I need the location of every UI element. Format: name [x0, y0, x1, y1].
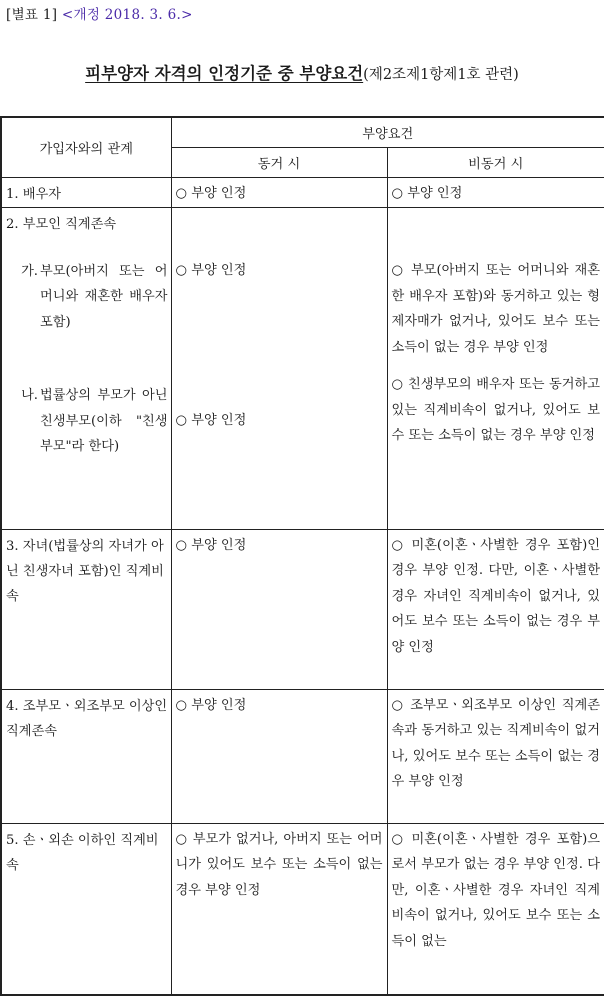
row1-noncohabit: ○ 부양 인정	[387, 177, 604, 207]
row3-relation: 3. 자녀(법률상의 자녀가 아닌 친생자녀 포함)인 직계비속	[1, 529, 171, 689]
row1-relation: 1. 배우자	[1, 177, 171, 207]
title-main: 피부양자 자격의 인정기준 중 부양요건	[85, 64, 364, 83]
row3-noncohabit: ○ 미혼(이혼ㆍ사별한 경우 포함)인 경우 부양 인정. 다만, 이혼ㆍ사별한 경우 자녀인 직계비속이 없거나, 있어도 보수 또는 소득이 없는 경우 부양 인정	[387, 529, 604, 689]
table-row	[1, 177, 604, 207]
table-row	[1, 207, 604, 529]
header-relation: 가입자와의 관계	[1, 117, 171, 177]
header-noncohabit: 비동거 시	[387, 147, 604, 177]
row2-noncohabit	[387, 207, 604, 529]
table-row	[1, 529, 604, 689]
row3-cohabit: ○ 부양 인정	[171, 529, 387, 689]
row2a-noncohabit: ○ 부모(아버지 또는 어머니와 재혼한 배우자 포함)와 동거하고 있는 형제자매가 없거나, 있어도 보수 또는 소득이 없는 경우 부양 인정	[391, 263, 600, 355]
header-cohabit: 동거 시	[171, 147, 387, 177]
row1-cohabit: ○ 부양 인정	[171, 177, 387, 207]
table-row	[1, 823, 604, 995]
row2a-cohabit: ○ 부양 인정	[175, 263, 247, 278]
row2a-relation: 가. 부모(아버지 또는 어머니와 재혼한 배우자 포함)	[21, 263, 168, 330]
table-row	[1, 689, 604, 823]
document-title	[0, 60, 604, 84]
row5-relation: 5. 손ㆍ외손 이하인 직계비속	[1, 823, 171, 995]
row4-relation: 4. 조부모ㆍ외조부모 이상인 직계존속	[1, 689, 171, 823]
annex-label: [별표 1]	[6, 7, 58, 23]
row5-noncohabit: ○ 미혼(이혼ㆍ사별한 경우 포함)으로서 부모가 없는 경우 부양 인정. 다만, 이혼ㆍ사별한 경우 자녀인 직계비속이 없거나, 있어도 보수 또는 소득이 없는	[387, 823, 604, 995]
row4-cohabit: ○ 부양 인정	[171, 689, 387, 823]
row5-cohabit: ○ 부모가 없거나, 아버지 또는 어머니가 있어도 보수 또는 소득이 없는 경우 부양 인정	[171, 823, 387, 995]
row2b-noncohabit: ○ 친생부모의 배우자 또는 동거하고 있는 직계비속이 없거나, 있어도 보수 또는 소득이 없는 경우 부양 인정	[391, 377, 600, 443]
annex-header	[6, 3, 193, 23]
row2-title: 2. 부모인 직계존속	[6, 216, 117, 232]
requirements-table	[0, 116, 604, 996]
row2b-relation: 나. 법률상의 부모가 아닌 친생부모(이하 "친생부모"라 한다)	[21, 388, 168, 454]
row2b-cohabit: ○ 부양 인정	[175, 412, 247, 428]
row4-noncohabit: ○ 조부모ㆍ외조부모 이상인 직계존속과 동거하고 있는 직계비속이 없거나, 있어도 보수 또는 소득이 없는 경우 부양 인정	[387, 689, 604, 823]
title-sub: (제2조제1항제1호 관련)	[363, 67, 519, 83]
row2-cohabit	[171, 207, 387, 529]
row2-relation	[1, 207, 171, 529]
header-requirement: 부양요건	[171, 117, 604, 147]
revision-date: <개정 2018. 3. 6.>	[61, 7, 193, 23]
